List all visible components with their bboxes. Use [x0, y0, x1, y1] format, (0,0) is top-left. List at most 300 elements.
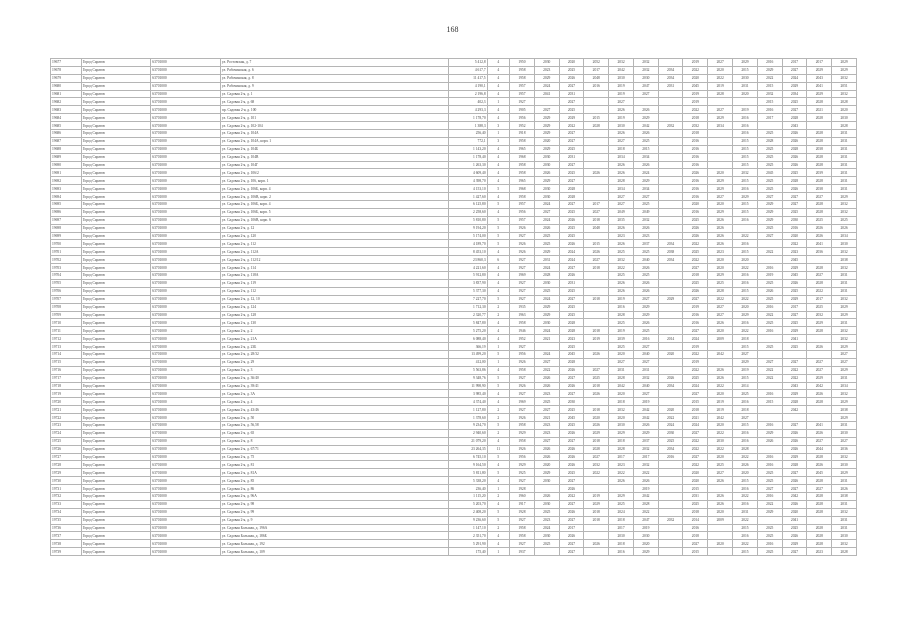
row-number: 19712 [51, 335, 82, 343]
area-cell: 2 258,60 [448, 208, 487, 216]
year-cell [584, 311, 609, 319]
year-cell: 2027 [633, 193, 658, 201]
table-row [51, 74, 857, 82]
table-row [51, 343, 857, 351]
year-cell: 2016 [757, 421, 782, 429]
year-cell: 2020 [782, 508, 807, 516]
year-cell: 2029 [534, 74, 559, 82]
year-cell: 1965 [510, 177, 535, 185]
year-cell: 2016 [733, 429, 758, 437]
year-cell: 2025 [534, 398, 559, 406]
area-cell: 4 617,7 [448, 66, 487, 74]
floors-cell: 4 [487, 145, 509, 153]
year-cell: 2038 [832, 256, 857, 264]
year-cell: 2027 [708, 193, 733, 201]
year-cell: 2025 [757, 153, 782, 161]
year-cell: 2027 [782, 106, 807, 114]
oktmo-cell: 63701000 [151, 374, 221, 382]
year-cell: 2018 [609, 398, 634, 406]
year-cell [584, 358, 609, 366]
year-cell: 2032 [832, 201, 857, 209]
year-cell: 2024 [534, 201, 559, 209]
year-cell: 2032 [832, 264, 857, 272]
year-cell: 2022 [757, 374, 782, 382]
year-cell: 2016 [683, 311, 708, 319]
year-cell: 2028 [807, 130, 832, 138]
year-cell: 2026 [609, 287, 634, 295]
year-cell: 2047 [633, 516, 658, 524]
floors-cell: 4 [487, 153, 509, 161]
year-cell: 2030 [782, 216, 807, 224]
year-cell: 2032 [658, 122, 683, 130]
year-cell: 2015 [733, 524, 758, 532]
area-cell: 2 320,77 [448, 311, 487, 319]
year-cell: 2045 [757, 169, 782, 177]
year-cell: 2017 [584, 66, 609, 74]
floors-cell: 4 [487, 279, 509, 287]
year-cell: 2029 [708, 177, 733, 185]
year-cell: 1926 [510, 248, 535, 256]
year-cell: 2047 [633, 82, 658, 90]
year-cell: 2029 [658, 295, 683, 303]
area-cell: 5 811,80 [448, 469, 487, 477]
year-cell [584, 398, 609, 406]
year-cell: 2032 [832, 390, 857, 398]
year-cell: 2029 [757, 508, 782, 516]
year-cell: 2026 [584, 540, 609, 548]
year-cell: 2051 [832, 82, 857, 90]
oktmo-cell: 63701000 [151, 122, 221, 130]
year-cell: 2032 [832, 295, 857, 303]
year-cell: 2026 [609, 477, 634, 485]
year-cell: 2027 [782, 548, 807, 556]
year-cell: 2025 [559, 208, 584, 216]
year-cell: 2025 [757, 524, 782, 532]
year-cell: 2015 [757, 98, 782, 106]
year-cell: 2030 [534, 477, 559, 485]
table-row [51, 303, 857, 311]
year-cell: 2025 [683, 248, 708, 256]
year-cell: 2015 [584, 114, 609, 122]
oktmo-cell: 63701000 [151, 477, 221, 485]
year-cell: 2025 [683, 500, 708, 508]
year-cell: 2027 [609, 137, 634, 145]
floors-cell: 4 [487, 74, 509, 82]
year-cell: 2018 [584, 382, 609, 390]
row-number: 19708 [51, 303, 82, 311]
year-cell: 2024 [534, 524, 559, 532]
year-cell: 2029 [832, 398, 857, 406]
year-cell: 2026 [559, 429, 584, 437]
year-cell: 2026 [559, 508, 584, 516]
address-cell: ул. Садовая 2-я, д. 106Б, корп. 4 [220, 185, 448, 193]
row-number: 19688 [51, 145, 82, 153]
year-cell: 2027 [534, 106, 559, 114]
year-cell: 1928 [510, 485, 535, 493]
housing-register-table [50, 58, 857, 556]
row-number: 19733 [51, 500, 82, 508]
year-cell: 2022 [733, 295, 758, 303]
year-cell: 2024 [559, 248, 584, 256]
year-cell: 2029 [633, 303, 658, 311]
year-cell: 2028 [559, 193, 584, 201]
year-cell: 2031 [832, 153, 857, 161]
year-cell: 2016 [733, 500, 758, 508]
year-cell: 2025 [609, 319, 634, 327]
year-cell: 2027 [534, 406, 559, 414]
year-cell: 2017 [584, 201, 609, 209]
table-row [51, 272, 857, 280]
year-cell: 2016 [757, 492, 782, 500]
year-cell: 2019 [609, 295, 634, 303]
address-cell: ул. Садовая 2-я, д. 118А [220, 272, 448, 280]
oktmo-cell: 63701000 [151, 66, 221, 74]
year-cell: 2029 [782, 295, 807, 303]
floors-cell: 4 [487, 177, 509, 185]
year-cell: 2026 [534, 453, 559, 461]
table-row [51, 492, 857, 500]
year-cell: 2025 [683, 216, 708, 224]
year-cell: 2026 [782, 137, 807, 145]
area-cell: 5 174,00 [448, 232, 487, 240]
address-cell: ул. Садовая 2-я, д. 56,58 [220, 421, 448, 429]
table-row [51, 59, 857, 67]
year-cell: 2028 [832, 122, 857, 130]
municipality-cell: Город Саратов [81, 469, 151, 477]
oktmo-cell: 63701000 [151, 279, 221, 287]
municipality-cell: Город Саратов [81, 74, 151, 82]
year-cell: 2032 [633, 374, 658, 382]
year-cell: 2015 [733, 208, 758, 216]
row-number: 19716 [51, 366, 82, 374]
year-cell: 2026 [534, 445, 559, 453]
year-cell: 2030 [534, 59, 559, 67]
year-cell: 2026 [534, 224, 559, 232]
table-row [51, 445, 857, 453]
year-cell: 2034 [832, 232, 857, 240]
year-cell: 2014 [658, 335, 683, 343]
year-cell: 2020 [683, 469, 708, 477]
address-cell: ул. Садовая 2-я, д. 128 [220, 311, 448, 319]
row-number: 19709 [51, 311, 82, 319]
year-cell [658, 106, 683, 114]
address-cell: ул. Садовая 2-я, д. 29 [220, 358, 448, 366]
year-cell: 2020 [683, 477, 708, 485]
year-cell: 2027 [782, 193, 807, 201]
year-cell: 2015 [757, 398, 782, 406]
address-cell: ул. Садовая 2-я, д. 106В, корп. 2 [220, 193, 448, 201]
year-cell [658, 201, 683, 209]
year-cell: 2025 [757, 177, 782, 185]
year-cell: 2031 [559, 90, 584, 98]
year-cell [658, 232, 683, 240]
year-cell: 2028 [584, 122, 609, 130]
year-cell: 2029 [609, 492, 634, 500]
oktmo-cell: 63701000 [151, 532, 221, 540]
year-cell: 2026 [559, 382, 584, 390]
year-cell: 2018 [584, 437, 609, 445]
year-cell: 2034 [658, 382, 683, 390]
floors-cell: 5 [487, 382, 509, 390]
year-cell: 1958 [510, 193, 535, 201]
floors-cell: 4 [487, 106, 509, 114]
year-cell: 2014 [683, 516, 708, 524]
year-cell: 2024 [683, 421, 708, 429]
area-cell: 7 227,70 [448, 295, 487, 303]
year-cell: 1958 [510, 437, 535, 445]
year-cell: 1960 [510, 492, 535, 500]
year-cell: 2027 [559, 548, 584, 556]
oktmo-cell: 63701000 [151, 453, 221, 461]
year-cell: 2025 [559, 343, 584, 351]
year-cell: 1956 [510, 350, 535, 358]
year-cell: 2020 [708, 453, 733, 461]
page-number: 168 [446, 25, 459, 34]
year-cell: 2027 [832, 350, 857, 358]
address-cell: ул. Садовая 2-я, д. 67/71 [220, 445, 448, 453]
row-number: 19678 [51, 66, 82, 74]
table-row [51, 232, 857, 240]
year-cell: 2026 [683, 224, 708, 232]
year-cell: 2029 [782, 264, 807, 272]
year-cell: 2027 [633, 390, 658, 398]
year-cell: 2029 [757, 216, 782, 224]
year-cell: 2032 [733, 169, 758, 177]
municipality-cell: Город Саратов [81, 59, 151, 67]
year-cell [584, 279, 609, 287]
area-cell: 412,00 [448, 358, 487, 366]
year-cell: 2025 [559, 469, 584, 477]
year-cell: 2025 [559, 287, 584, 295]
year-cell: 2024 [559, 256, 584, 264]
year-cell: 2027 [559, 295, 584, 303]
year-cell: 2026 [534, 169, 559, 177]
year-cell: 1958 [510, 366, 535, 374]
address-cell: ул. Рабочинская, д. 8 [220, 74, 448, 82]
year-cell: 2031 [683, 492, 708, 500]
year-cell [658, 492, 683, 500]
year-cell: 2034 [609, 153, 634, 161]
year-cell: 2026 [708, 240, 733, 248]
year-cell: 2029 [534, 177, 559, 185]
address-cell: ул. Садовая 2-я, д. 86 [220, 485, 448, 493]
municipality-cell: Город Саратов [81, 177, 151, 185]
year-cell [658, 548, 683, 556]
address-cell: ул. Садовая 2-я, д. 106Б, корп. 5 [220, 208, 448, 216]
year-cell: 2042 [633, 122, 658, 130]
year-cell: 2027 [832, 437, 857, 445]
year-cell: 2018 [683, 406, 708, 414]
row-number: 19680 [51, 82, 82, 90]
year-cell: 2022 [782, 240, 807, 248]
year-cell: 1927 [510, 287, 535, 295]
floors-cell: 5 [487, 516, 509, 524]
table-row [51, 540, 857, 548]
year-cell: 2026 [609, 169, 634, 177]
year-cell: 2031 [832, 319, 857, 327]
floors-cell: 5 [487, 469, 509, 477]
year-cell [658, 390, 683, 398]
year-cell: 2030 [733, 74, 758, 82]
year-cell: 1956 [510, 453, 535, 461]
year-cell: 2024 [782, 74, 807, 82]
oktmo-cell: 63701000 [151, 74, 221, 82]
area-cell: 4 398,70 [448, 177, 487, 185]
row-number: 19703 [51, 264, 82, 272]
municipality-cell: Город Саратов [81, 90, 151, 98]
year-cell: 2016 [733, 319, 758, 327]
year-cell: 2038 [658, 248, 683, 256]
year-cell: 2029 [757, 66, 782, 74]
year-cell: 2028 [807, 264, 832, 272]
year-cell: 2030 [832, 429, 857, 437]
year-cell [658, 153, 683, 161]
year-cell: 2026 [633, 287, 658, 295]
address-cell: ул. Садовая 2-я, д. 112 [220, 240, 448, 248]
year-cell: 2025 [683, 374, 708, 382]
row-number: 19698 [51, 224, 82, 232]
year-cell [534, 343, 559, 351]
table-row [51, 240, 857, 248]
year-cell: 2032 [633, 461, 658, 469]
oktmo-cell: 63701000 [151, 311, 221, 319]
year-cell: 2020 [708, 264, 733, 272]
municipality-cell: Город Саратов [81, 477, 151, 485]
table-row [51, 437, 857, 445]
municipality-cell: Город Саратов [81, 153, 151, 161]
address-cell: ул. Садовая 2-я, д. 106/2 [220, 169, 448, 177]
year-cell: 2009 [708, 335, 733, 343]
address-cell: ул. Садовая 2-я, д. 75 [220, 453, 448, 461]
year-cell: 2019 [683, 90, 708, 98]
address-cell: ул. Садовая 2-я, д. 8 [220, 437, 448, 445]
year-cell: 2016 [658, 453, 683, 461]
floors-cell: 5 [487, 216, 509, 224]
year-cell: 2019 [683, 343, 708, 351]
year-cell: 2027 [807, 193, 832, 201]
year-cell: 2023 [782, 248, 807, 256]
table-row [51, 311, 857, 319]
year-cell: 2028 [807, 201, 832, 209]
row-number: 19717 [51, 374, 82, 382]
year-cell: 2027 [683, 540, 708, 548]
year-cell [584, 343, 609, 351]
area-cell: 1 378,60 [448, 414, 487, 422]
year-cell: 2027 [633, 90, 658, 98]
year-cell: 2016 [757, 59, 782, 67]
year-cell: 2014 [733, 382, 758, 390]
year-cell: 1926 [510, 224, 535, 232]
year-cell: 2028 [782, 398, 807, 406]
year-cell [708, 137, 733, 145]
floors-cell: 4 [487, 327, 509, 335]
year-cell: 2022 [559, 492, 584, 500]
year-cell [658, 208, 683, 216]
address-cell: ул. Рабочинская, д. 6 [220, 66, 448, 74]
year-cell: 2015 [683, 548, 708, 556]
year-cell: 2023 [534, 66, 559, 74]
year-cell: 2048 [584, 224, 609, 232]
year-cell: 2027 [584, 366, 609, 374]
table-row [51, 500, 857, 508]
oktmo-cell: 63701000 [151, 256, 221, 264]
municipality-cell: Город Саратов [81, 216, 151, 224]
floors-cell: 4 [487, 532, 509, 540]
year-cell: 2020 [708, 508, 733, 516]
area-cell: 3 837,90 [448, 279, 487, 287]
year-cell: 2026 [807, 232, 832, 240]
year-cell: 2016 [584, 82, 609, 90]
year-cell [733, 98, 758, 106]
year-cell: 2015 [733, 287, 758, 295]
year-cell [584, 177, 609, 185]
year-cell: 2017 [633, 453, 658, 461]
year-cell: 2024 [609, 508, 634, 516]
address-cell: ул. Садовая 2-я, д. 65 [220, 429, 448, 437]
area-cell: 5 412,8 [448, 59, 487, 67]
area-cell: 256,40 [448, 130, 487, 138]
year-cell: 2025 [559, 145, 584, 153]
year-cell [658, 130, 683, 138]
year-cell: 2027 [708, 106, 733, 114]
area-cell: 5 377,30 [448, 287, 487, 295]
area-cell: 1 178,70 [448, 114, 487, 122]
year-cell: 2025 [757, 145, 782, 153]
year-cell: 2026 [633, 477, 658, 485]
year-cell: 2029 [733, 59, 758, 67]
row-number: 19700 [51, 240, 82, 248]
year-cell: 2027 [633, 358, 658, 366]
oktmo-cell: 63701000 [151, 358, 221, 366]
row-number: 19696 [51, 208, 82, 216]
year-cell: 2016 [683, 185, 708, 193]
oktmo-cell: 63701000 [151, 216, 221, 224]
oktmo-cell: 63701000 [151, 343, 221, 351]
year-cell: 2023 [807, 548, 832, 556]
year-cell: 2025 [807, 216, 832, 224]
row-number: 19714 [51, 350, 82, 358]
year-cell: 2026 [782, 429, 807, 437]
year-cell: 2022 [683, 461, 708, 469]
year-cell: 1958 [510, 532, 535, 540]
table-row [51, 161, 857, 169]
year-cell: 2027 [782, 201, 807, 209]
year-cell: 2023 [609, 232, 634, 240]
year-cell: 2028 [807, 508, 832, 516]
table-row [51, 485, 857, 493]
year-cell: 2020 [683, 74, 708, 82]
year-cell: 2020 [534, 461, 559, 469]
municipality-cell: Город Саратов [81, 272, 151, 280]
row-number: 19689 [51, 153, 82, 161]
year-cell: 2023 [534, 421, 559, 429]
year-cell: 2016 [733, 130, 758, 138]
table-row [51, 295, 857, 303]
year-cell: 2028 [609, 445, 634, 453]
oktmo-cell: 63701000 [151, 414, 221, 422]
year-cell: 2029 [633, 548, 658, 556]
year-cell: 2049 [609, 208, 634, 216]
oktmo-cell: 63701000 [151, 485, 221, 493]
year-cell: 2030 [832, 461, 857, 469]
year-cell: 2027 [609, 201, 634, 209]
year-cell: 2016 [733, 114, 758, 122]
year-cell: 2015 [733, 548, 758, 556]
area-cell: 5 810,80 [448, 216, 487, 224]
year-cell: 2027 [683, 264, 708, 272]
year-cell: 2025 [683, 279, 708, 287]
year-cell: 2020 [609, 390, 634, 398]
